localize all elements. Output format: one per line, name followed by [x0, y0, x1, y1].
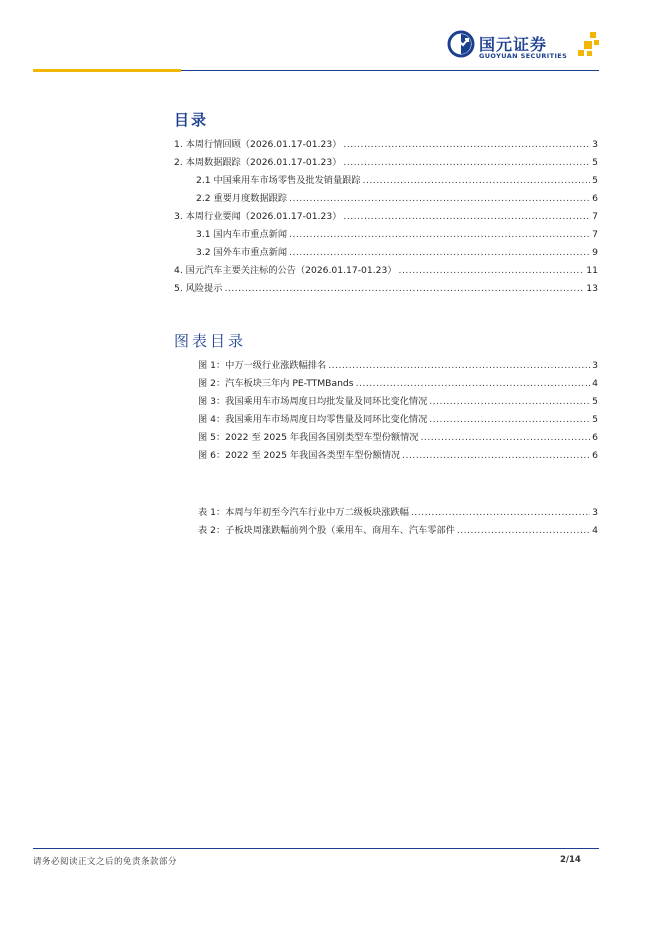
table-entry-page: 4	[592, 525, 598, 536]
toc-entry-title: 4. 国元汽车主要关注标的公告（2026.01.17-01.23）	[174, 265, 397, 276]
figure-entry-page: 5	[592, 414, 598, 425]
toc-leader	[363, 173, 591, 189]
toc-entry[interactable]	[174, 137, 598, 153]
table-entry[interactable]	[198, 523, 598, 539]
toc-leader	[224, 281, 584, 297]
figure-entry[interactable]	[198, 430, 598, 446]
figure-entry-page: 6	[592, 432, 598, 443]
toc-leader	[343, 137, 590, 153]
figure-entry[interactable]	[198, 394, 598, 410]
toc-entry-title: 1. 本周行情回顾（2026.01.17-01.23）	[174, 139, 342, 150]
figure-entry-page: 6	[592, 450, 598, 461]
toc-entry[interactable]	[174, 155, 598, 171]
toc-leader	[429, 394, 590, 410]
figure-entry-title: 图 1：中万一级行业涨跌幅排名	[198, 360, 327, 371]
figure-entry-title: 图 5：2022 至 2025 年我国各国别类型车型份额情况	[198, 432, 419, 443]
table-entry-title: 表 1：本周与年初至今汽车行业中万二级板块涨跌幅	[198, 507, 409, 518]
toc-entry-title: 2. 本周数据跟踪（2026.01.17-01.23）	[174, 157, 342, 168]
footer-disclaimer: 请务必阅读正文之后的免责条款部分	[33, 857, 178, 867]
toc-subentry[interactable]	[196, 227, 598, 243]
figure-entry[interactable]	[198, 448, 598, 464]
toc-entry-page: 9	[592, 247, 598, 258]
toc-entry-page: 13	[586, 283, 598, 294]
page-number: 2/14	[560, 855, 581, 865]
toc-entry-page: 7	[592, 211, 598, 222]
toc-leader	[343, 155, 590, 171]
toc-entry-page: 3	[592, 139, 598, 150]
toc-entry-page: 6	[592, 193, 598, 204]
toc-entry[interactable]	[174, 209, 598, 225]
logo-emblem-icon	[447, 30, 475, 58]
toc-subentry[interactable]	[196, 173, 598, 189]
toc-leader	[289, 245, 590, 261]
toc-leader	[356, 376, 591, 392]
toc-leader	[457, 523, 590, 539]
company-logo	[447, 30, 607, 66]
figure-entry[interactable]	[198, 376, 598, 392]
toc-entry-title: 3. 本周行业要闻（2026.01.17-01.23）	[174, 211, 342, 222]
figure-entry-title: 图 3：我国乘用车市场周度日均批发量及同环比变化情况	[198, 396, 428, 407]
toc-subentry[interactable]	[196, 191, 598, 207]
figure-entry-page: 4	[592, 378, 598, 389]
toc-leader	[289, 191, 590, 207]
figure-entry-page: 5	[592, 396, 598, 407]
toc-entry-page: 5	[592, 175, 598, 186]
header-accent-bar	[33, 69, 181, 72]
table-entry-page: 3	[592, 507, 598, 518]
toc-leader	[289, 227, 590, 243]
toc-heading: 目录	[174, 111, 209, 129]
toc-entry[interactable]	[174, 263, 598, 279]
table-entry[interactable]	[198, 505, 598, 521]
figure-entry[interactable]	[198, 412, 598, 428]
toc-entry-page: 11	[586, 265, 598, 276]
toc-leader	[343, 209, 590, 225]
toc-subentry[interactable]	[196, 245, 598, 261]
brand-name-cn: 国元证券	[479, 35, 548, 54]
logo-squares-icon	[578, 32, 600, 58]
figure-entry[interactable]	[198, 358, 598, 374]
figure-entry-title: 图 6：2022 至 2025 年我国各类型车型份额情况	[198, 450, 401, 461]
toc-entry-title: 3.2 国外车市重点新闻	[196, 247, 288, 258]
toc-entry-title: 5. 风险提示	[174, 283, 223, 294]
figures-heading: 图表目录	[174, 332, 247, 350]
table-entry-title: 表 2：子板块周涨跌幅前列个股（乘用车、商用车、汽车零部件	[198, 525, 455, 536]
toc-entry[interactable]	[174, 281, 598, 297]
toc-leader	[399, 263, 585, 279]
toc-leader	[328, 358, 590, 374]
toc-leader	[420, 430, 590, 446]
figure-entry-page: 3	[592, 360, 598, 371]
toc-entry-title: 3.1 国内车市重点新闻	[196, 229, 288, 240]
toc-entry-title: 2.1 中国乘用车市场零售及批发销量跟踪	[196, 175, 361, 186]
toc-leader	[411, 505, 590, 521]
footer-divider	[33, 848, 599, 849]
brand-name-en: GUOYUAN SECURITIES	[479, 52, 568, 60]
toc-entry-title: 2.2 重要月度数据跟踪	[196, 193, 288, 204]
toc-leader	[429, 412, 590, 428]
toc-leader	[402, 448, 590, 464]
figure-entry-title: 图 2：汽车板块三年内 PE-TTMBands	[198, 378, 354, 389]
toc-entry-page: 7	[592, 229, 598, 240]
toc-entry-page: 5	[592, 157, 598, 168]
figure-entry-title: 图 4：我国乘用车市场周度日均零售量及同环比变化情况	[198, 414, 428, 425]
